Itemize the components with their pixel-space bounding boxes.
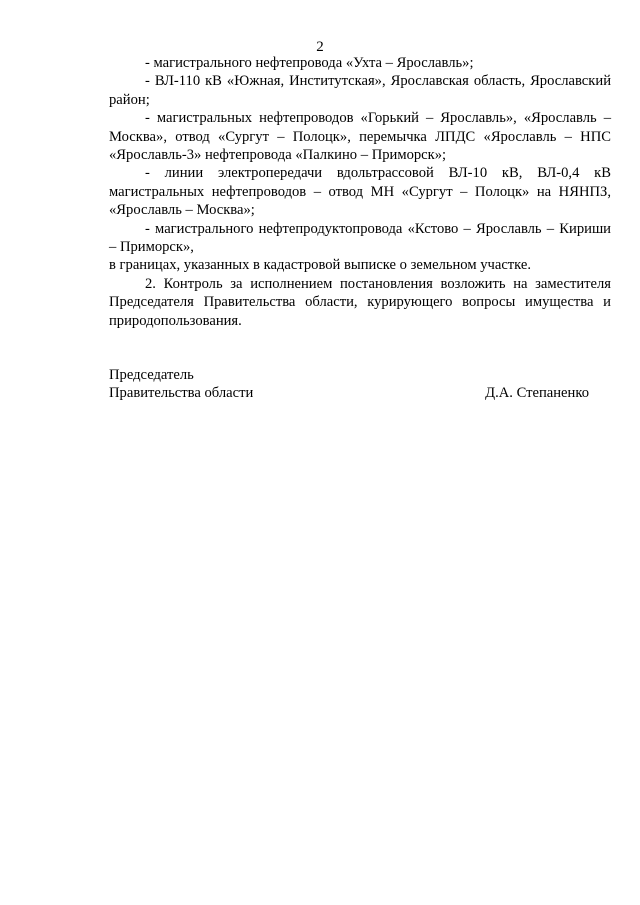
list-item-oil-pipelines-gorky: - магистральных нефтепроводов «Горький – Ярославль», «Ярославль – Москва», отвод «Сургут – Полоцк», перемычка ЛПДС «Ярославль – НПС «Ярославль-3» нефтепровода «Палкино – Приморск»; bbox=[109, 110, 611, 164]
signature-block bbox=[109, 366, 589, 403]
signatory-name: Д.А. Степаненко bbox=[485, 385, 589, 402]
signature-row bbox=[109, 384, 589, 402]
list-item-power-line-vl110: - ВЛ-110 кВ «Южная, Институтская», Ярославская область, Ярославский район; bbox=[109, 73, 611, 108]
signatory-title-line1: Председатель bbox=[109, 367, 194, 383]
list-item-oil-pipeline-ukhta: - магистрального нефтепровода «Ухта – Ярославль»; bbox=[145, 55, 474, 71]
boundaries-clause: в границах, указанных в кадастровой выписке о земельном участке. bbox=[109, 257, 532, 274]
document-body bbox=[109, 54, 611, 330]
list-item-product-pipeline-kstovo: - магистрального нефтепродуктопровода «Кстово – Ярославль – Кириши – Приморск», bbox=[109, 220, 611, 256]
signatory-title-line2: Правительства области bbox=[109, 385, 254, 402]
page-number: 2 bbox=[316, 39, 324, 55]
control-clause: 2. Контроль за исполнением постановления возложить на заместителя Председателя Правительства области, курирующего вопросы имущества и природопользования. bbox=[109, 275, 611, 329]
list-item-power-line-vl10: - линии электропередачи вдольтрассовой ВЛ-10 кВ, ВЛ-0,4 кВ магистральных нефтепроводов – отвод МН «Сургут – Полоцк» на НЯНПЗ, «Ярославль – Москва»; bbox=[109, 165, 611, 219]
